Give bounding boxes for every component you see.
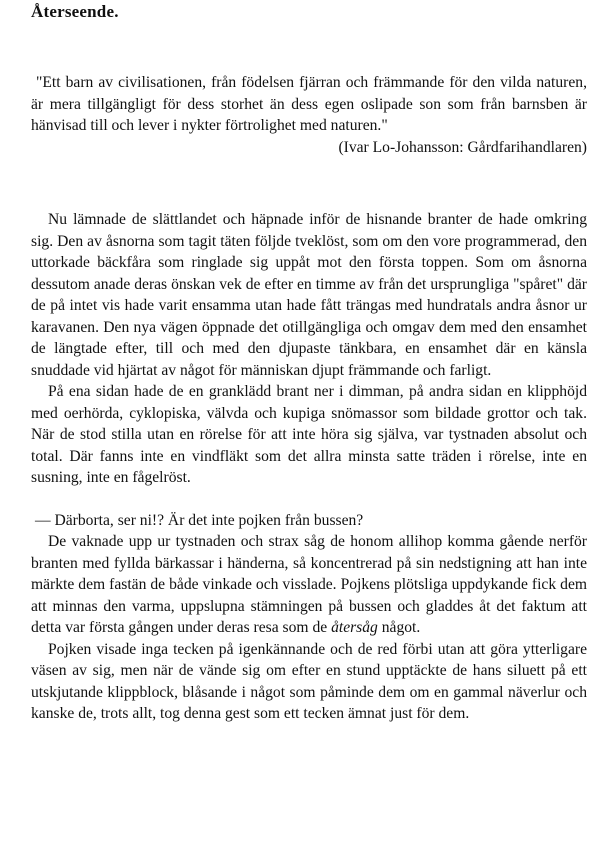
chapter-heading: Återseende.	[31, 2, 119, 21]
section-gap	[31, 489, 587, 510]
paragraph-4-text-after: något.	[377, 619, 421, 636]
dialogue-line: — Därborta, ser ni!? Är det inte pojken från bussen?	[35, 511, 364, 529]
paragraph-4-text-before: De vaknade upp ur tystnaden och strax såg de honom allihop komma gående nerför branten med fyllda bärkassar i händerna, så koncentrerad på sin nedstigning att han inte märkte dem fastän de både vinkade och visslade. Pojkens plötsliga uppdykande fick dem att minnas den varma, uppslupna stämningen på bussen och gladdes åt det faktum att detta var första gången under deras resa som de	[31, 533, 587, 636]
paragraph-5: Pojken visade inga tecken på igenkännande och de red förbi utan att göra ytterligare väsen av sig, men när de vände sig om efter en stund upptäckte de hans siluett på ett utskjutande klippblock, blåsande i något som påminde dem om en gammal näverlur och kanske de, trots allt, tog denna gest som ett tecken ämnat just för dem.	[31, 640, 587, 722]
body-text	[31, 209, 587, 725]
paragraph-2: På ena sidan hade de en granklädd brant ner i dimman, på andra sidan en klipphöjd med oerhörda, cyklopiska, välvda och kupiga snömassor som bildade grottor och tak. När de stod stilla utan en rörelse för att inte höra sig själva, var tystnaden absolut och total. Där fanns inte en vindfläkt som det allra minsta satte träden i rörelse, inte en susning, inte en fågelröst.	[31, 383, 587, 486]
paragraph-3-dialogue	[31, 510, 587, 532]
emphasized-word: återsåg	[331, 619, 378, 636]
paragraph-1: Nu lämnade de slättlandet och häpnade inför de hisnande branter de hade omkring sig. Den av åsnorna som tagit täten följde tveklöst, som om den vore programmerad, den uttorkade bäckfåra som ringlade sig uppåt mot den första toppen. Som om åsnorna dessutom anade deras önskan vek de efter en timme av från det ursprungliga "spåret" där de på intet vis hade varit ensamma utan hade fått trängas med hundratals andra åsnor ur karavanen. Den nya vägen öppnade det otillgängliga och omgav dem med den ensamhet de längtade efter, till och med den djupaste tänkbara, en ensamhet där en känsla snuddade vid hjärtat av något för människan djupt främmande och farligt.	[31, 211, 587, 379]
paragraph-4	[31, 531, 587, 639]
epigraph-quote: "Ett barn av civilisationen, från födelsen fjärran och främmande för den vilda naturen, är mera tillgängligt för dess storhet än dess egen oslipade son som från barnsben är hänvisad till och lever i nykter förtrolighet med naturen."	[31, 74, 587, 134]
epigraph-source: (Ivar Lo-Johansson: Gårdfarihandlaren)	[338, 139, 587, 156]
